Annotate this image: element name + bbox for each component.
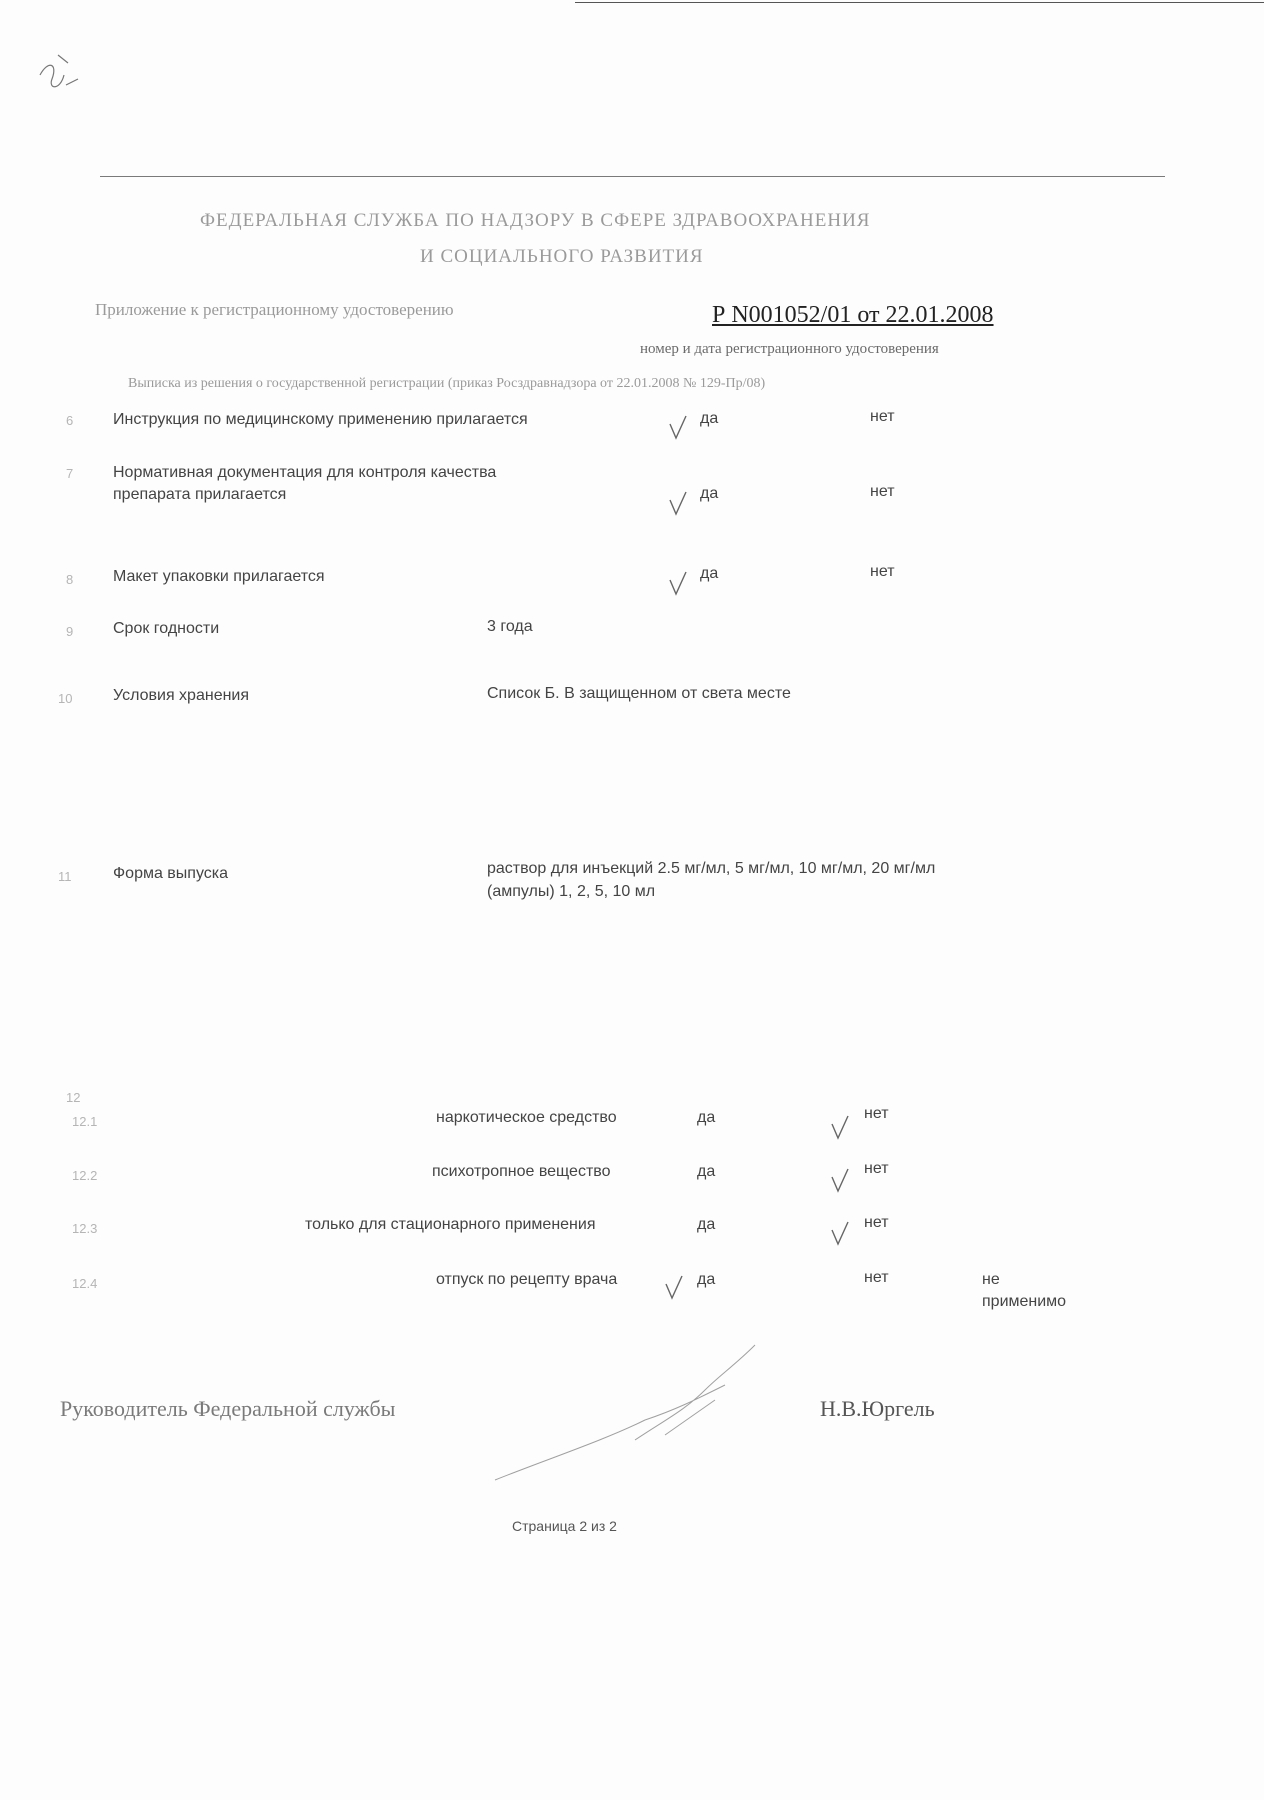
option-yes: да <box>697 1109 716 1126</box>
item-number: 7 <box>66 466 74 481</box>
header-rule <box>100 176 1165 177</box>
row-number: 12.4 <box>72 1276 98 1291</box>
row-number: 12.2 <box>72 1168 98 1183</box>
item-label: Форма выпуска <box>113 865 229 882</box>
option-yes: да <box>700 485 719 502</box>
option-yes: да <box>697 1216 716 1233</box>
signer-name: Н.В.Юргель <box>820 1396 935 1421</box>
handwritten-mark <box>28 45 88 105</box>
item-value-line-1: раствор для инъекций 2.5 мг/мл, 5 мг/мл, 10 мг/мл, 20 мг/мл <box>487 860 936 877</box>
option-yes: да <box>700 410 719 427</box>
option-not-applicable-line-2: применимо <box>982 1293 1067 1310</box>
scan-top-line <box>575 2 1264 3</box>
signature-image <box>485 1340 765 1490</box>
registration-caption: номер и дата регистрационного удостоверения <box>640 341 939 357</box>
page-number: Страница 2 из 2 <box>512 1518 617 1534</box>
extract-line: Выписка из решения о государственной регистрации (приказ Росздравнадзора от 22.01.2008 № 129-Пр/08) <box>128 376 766 391</box>
row-label: только для стационарного применения <box>305 1216 596 1233</box>
item-value: 3 года <box>487 618 533 635</box>
item-label: Условия хранения <box>113 687 250 704</box>
item-label: Срок годности <box>113 620 220 637</box>
row-number: 12.3 <box>72 1221 98 1236</box>
item-number: 11 <box>58 869 72 884</box>
checkmark-icon <box>830 1114 850 1140</box>
checkmark-icon <box>830 1220 850 1246</box>
agency-line-2: И СОЦИАЛЬНОГО РАЗВИТИЯ <box>420 246 704 267</box>
checkmark-icon <box>668 490 688 516</box>
option-no: нет <box>870 408 895 425</box>
option-no: нет <box>864 1160 889 1177</box>
option-yes: да <box>697 1271 716 1288</box>
row-label: наркотическое средство <box>436 1109 617 1126</box>
item-number: 6 <box>66 413 74 428</box>
agency-line-1: ФЕДЕРАЛЬНАЯ СЛУЖБА ПО НАДЗОРУ В СФЕРЕ ЗДРАВООХРАНЕНИЯ <box>200 210 871 231</box>
registration-number: Р N001052/01 от 22.01.2008 <box>712 302 994 328</box>
option-no: нет <box>864 1269 889 1286</box>
section-number: 12 <box>66 1090 81 1105</box>
option-no: нет <box>870 483 895 500</box>
checkmark-icon <box>664 1274 684 1300</box>
checkmark-icon <box>668 414 688 440</box>
row-label: отпуск по рецепту врача <box>436 1271 618 1288</box>
item-label: Макет упаковки прилагается <box>113 568 325 585</box>
item-value-line-2: (ампулы) 1, 2, 5, 10 мл <box>487 883 656 900</box>
signer-title: Руководитель Федеральной службы <box>60 1396 396 1421</box>
item-number: 10 <box>58 691 73 706</box>
appendix-label: Приложение к регистрационному удостоверению <box>95 300 454 319</box>
option-no: нет <box>864 1214 889 1231</box>
option-yes: да <box>700 565 719 582</box>
item-number: 9 <box>66 624 74 639</box>
checkmark-icon <box>830 1167 850 1193</box>
checkmark-icon <box>668 570 688 596</box>
item-label: Инструкция по медицинскому применению прилагается <box>113 411 528 428</box>
item-label-line-1: Нормативная документация для контроля качества <box>113 464 497 481</box>
item-label-line-2: препарата прилагается <box>113 486 287 503</box>
row-label: психотропное вещество <box>432 1163 611 1180</box>
option-yes: да <box>697 1163 716 1180</box>
option-not-applicable-line-1: не <box>982 1271 1000 1288</box>
item-number: 8 <box>66 572 74 587</box>
option-no: нет <box>864 1105 889 1122</box>
item-value: Список Б. В защищенном от света месте <box>487 685 791 702</box>
row-number: 12.1 <box>72 1114 98 1129</box>
option-no: нет <box>870 563 895 580</box>
